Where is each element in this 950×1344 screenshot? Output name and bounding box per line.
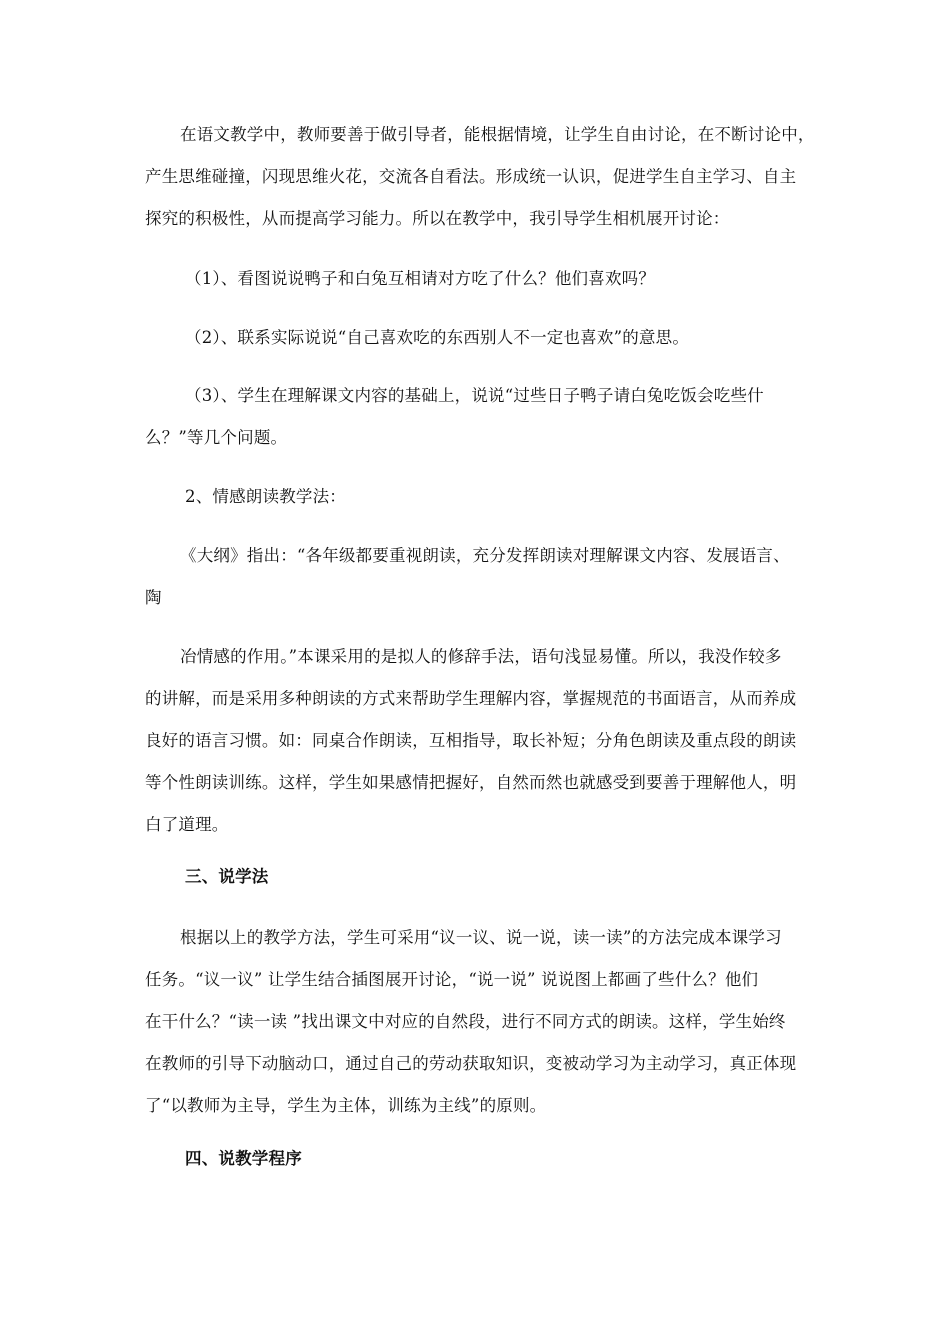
- syllabus-quote-line-1: 《大纲》指出：“各年级都要重视朗读，充分发挥朗读对理解课文内容、发展语言、: [180, 546, 790, 565]
- paragraph-3-line-5: 了“以教师为主导，学生为主体，训练为主线”的原则。: [145, 1096, 547, 1115]
- paragraph-2-line-1: 冶情感的作用。”本课采用的是拟人的修辞手法，语句浅显易懂。所以，我没作较多: [180, 647, 782, 666]
- discussion-item-3-line-2: 么？”等几个问题。: [145, 428, 288, 447]
- paragraph-3-line-3: 在干什么？“读一读 ”找出课文中对应的自然段，进行不同方式的朗读。这样，学生始终: [145, 1012, 786, 1031]
- syllabus-quote-line-2: 陶: [145, 588, 162, 607]
- discussion-item-2: （2）、联系实际说说“自己喜欢吃的东西别人不一定也喜欢”的意思。: [185, 328, 690, 347]
- paragraph-2-line-3: 良好的语言习惯。如：同桌合作朗读，互相指导，取长补短；分角色朗读及重点段的朗读: [145, 731, 797, 750]
- section-heading-emotional-reading: 2、情感朗读教学法：: [185, 487, 346, 506]
- paragraph-2-line-4: 等个性朗读训练。这样，学生如果感情把握好，自然而然也就感受到要善于理解他人，明: [145, 773, 797, 792]
- discussion-item-3-line-1: （3）、学生在理解课文内容的基础上，说说“过些日子鸭子请白兔吃饭会吃些什: [185, 386, 764, 405]
- paragraph-1-line-2: 产生思维碰撞，闪现思维火花，交流各自看法。形成统一认识，促进学生自主学习、自主: [145, 167, 797, 186]
- paragraph-3-line-1: 根据以上的教学方法，学生可采用“议一议、说一说，读一读”的方法完成本课学习: [180, 928, 782, 947]
- section-heading-teaching-procedure: 四、说教学程序: [185, 1149, 302, 1168]
- paragraph-2-line-2: 的讲解，而是采用多种朗读的方式来帮助学生理解内容，掌握规范的书面语言，从而养成: [145, 689, 797, 708]
- paragraph-1-line-3: 探究的积极性，从而提高学习能力。所以在教学中，我引导学生相机展开讨论：: [145, 209, 730, 228]
- discussion-item-1: （1）、看图说说鸭子和白兔互相请对方吃了什么？他们喜欢吗？: [185, 269, 656, 288]
- paragraph-3-line-4: 在教师的引导下动脑动口，通过自己的劳动获取知识，变被动学习为主动学习，真正体现: [145, 1054, 797, 1073]
- paragraph-1-line-1: 在语文教学中，教师要善于做引导者，能根据情境，让学生自由讨论，在不断讨论中，: [180, 125, 815, 144]
- section-heading-learning-method: 三、说学法: [185, 867, 269, 886]
- paragraph-2-line-5: 白了道理。: [145, 815, 229, 834]
- paragraph-3-line-2: 任务。“议一议” 让学生结合插图展开讨论，“说一说” 说说图上都画了些什么？他们: [145, 970, 759, 989]
